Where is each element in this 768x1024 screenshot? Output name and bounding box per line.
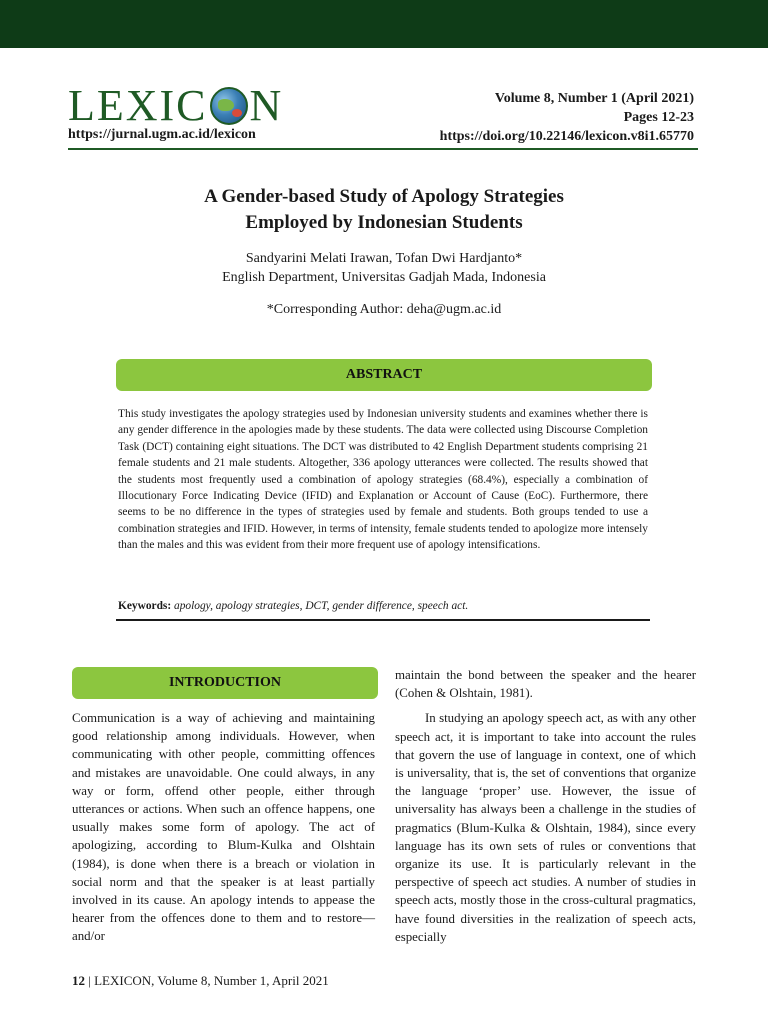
- page-footer: [72, 973, 329, 989]
- article-title: [0, 184, 768, 236]
- journal-logo: [68, 82, 283, 130]
- author-names: Sandyarini Melati Irawan, Tofan Dwi Hardjanto*: [245, 251, 523, 266]
- abstract-body: This study investigates the apology strategies used by Indonesian university students and examines whether there is any gender difference in the apologies made by these students. The data were collected using Discourse Completion Task (DCT) containing eight situations. The DCT was distributed to 42 English Department students comprising 21 female students and 21 male students. Altogether, 336 apology utterances were collected. The results showed that the students most frequently used a combination of apology strategies (68.4%), especially a combination of Illocutionary Force Indicating Device (IFID) and Explanation or Account of Cause (EoC). Furthermore, there seems to be no difference in the types of strategies used by female and students. Both groups tended to use a combination strategies and IFID. However, in terms of intensity, female students tended to apologize more intensely than the males and this was evident from their more frequent use of apology intensifications.: [118, 408, 648, 552]
- footer-citation: LEXICON, Volume 8, Number 1, April 2021: [94, 973, 329, 988]
- keywords-divider: [116, 619, 650, 621]
- top-banner: [0, 0, 768, 48]
- author-block: [0, 249, 768, 287]
- title-line-2: Employed by Indonesian Students: [245, 212, 523, 233]
- left-column: [72, 709, 375, 946]
- footer-separator: |: [88, 973, 91, 988]
- logo-text-end: N: [249, 81, 284, 130]
- introduction-heading: INTRODUCTION: [72, 667, 378, 699]
- right-column: [395, 666, 696, 946]
- corresponding-author: *Corresponding Author: deha@ugm.ac.id: [266, 302, 502, 317]
- intro-paragraph-2: In studying an apology speech act, as with any other speech act, it is important to take into account the rules that govern the use of language in context, one of which is universality, that is, the set of conventions that organize the language ‘proper’ use. However, the issue of universality has always been a challenge in the studies of pragmatics (Blum-Kulka & Olshtain, 1984), since every language has its own sets of rules or conventions that organize its use. It is particularly relevant in the perspective of speech act studies. A number of studies in speech acts, mostly those in the cross-cultural pragmatics, have found diversities in the realization of speech acts, especially: [395, 711, 696, 944]
- journal-info: [440, 89, 694, 146]
- intro-paragraph-1-continued: maintain the bond between the speaker and the hearer (Cohen & Olshtain, 1981).: [395, 668, 696, 701]
- intro-paragraph-1: Communication is a way of achieving and maintaining good relationship among individuals. However, when communicating with other people, committing offences and mistakes are unavoidable. One could always, in any way or form, offend other people, either through utterances or actions. When such an offence happens, one usually makes some form of apology. The act of apologizing, according to Blum-Kulka and Olshtain (1984), is done when there is a breach or violation in social norm and that the speaker is at least partially involved in its cause. An apology intends to appease the hearer from the offences done to them and to restore—and/or: [72, 711, 375, 944]
- keywords-values: apology, apology strategies, DCT, gender difference, speech act.: [174, 600, 469, 612]
- page-number: 12: [72, 973, 85, 988]
- title-line-1: A Gender-based Study of Apology Strategies: [204, 186, 564, 207]
- volume-info: Volume 8, Number 1 (April 2021): [494, 91, 694, 106]
- keywords-label: Keywords:: [118, 600, 172, 612]
- globe-icon: [210, 87, 248, 125]
- keywords-line: [118, 600, 648, 612]
- author-affiliation: English Department, Universitas Gadjah Mada, Indonesia: [222, 270, 546, 285]
- header-divider: [68, 148, 698, 150]
- journal-url-link[interactable]: https://jurnal.ugm.ac.id/lexicon: [68, 127, 256, 142]
- pages-info: Pages 12-23: [623, 110, 694, 125]
- doi-link[interactable]: https://doi.org/10.22146/lexicon.v8i1.65770: [439, 129, 694, 144]
- logo-text-start: LEXIC: [68, 81, 208, 130]
- abstract-heading: ABSTRACT: [116, 359, 652, 391]
